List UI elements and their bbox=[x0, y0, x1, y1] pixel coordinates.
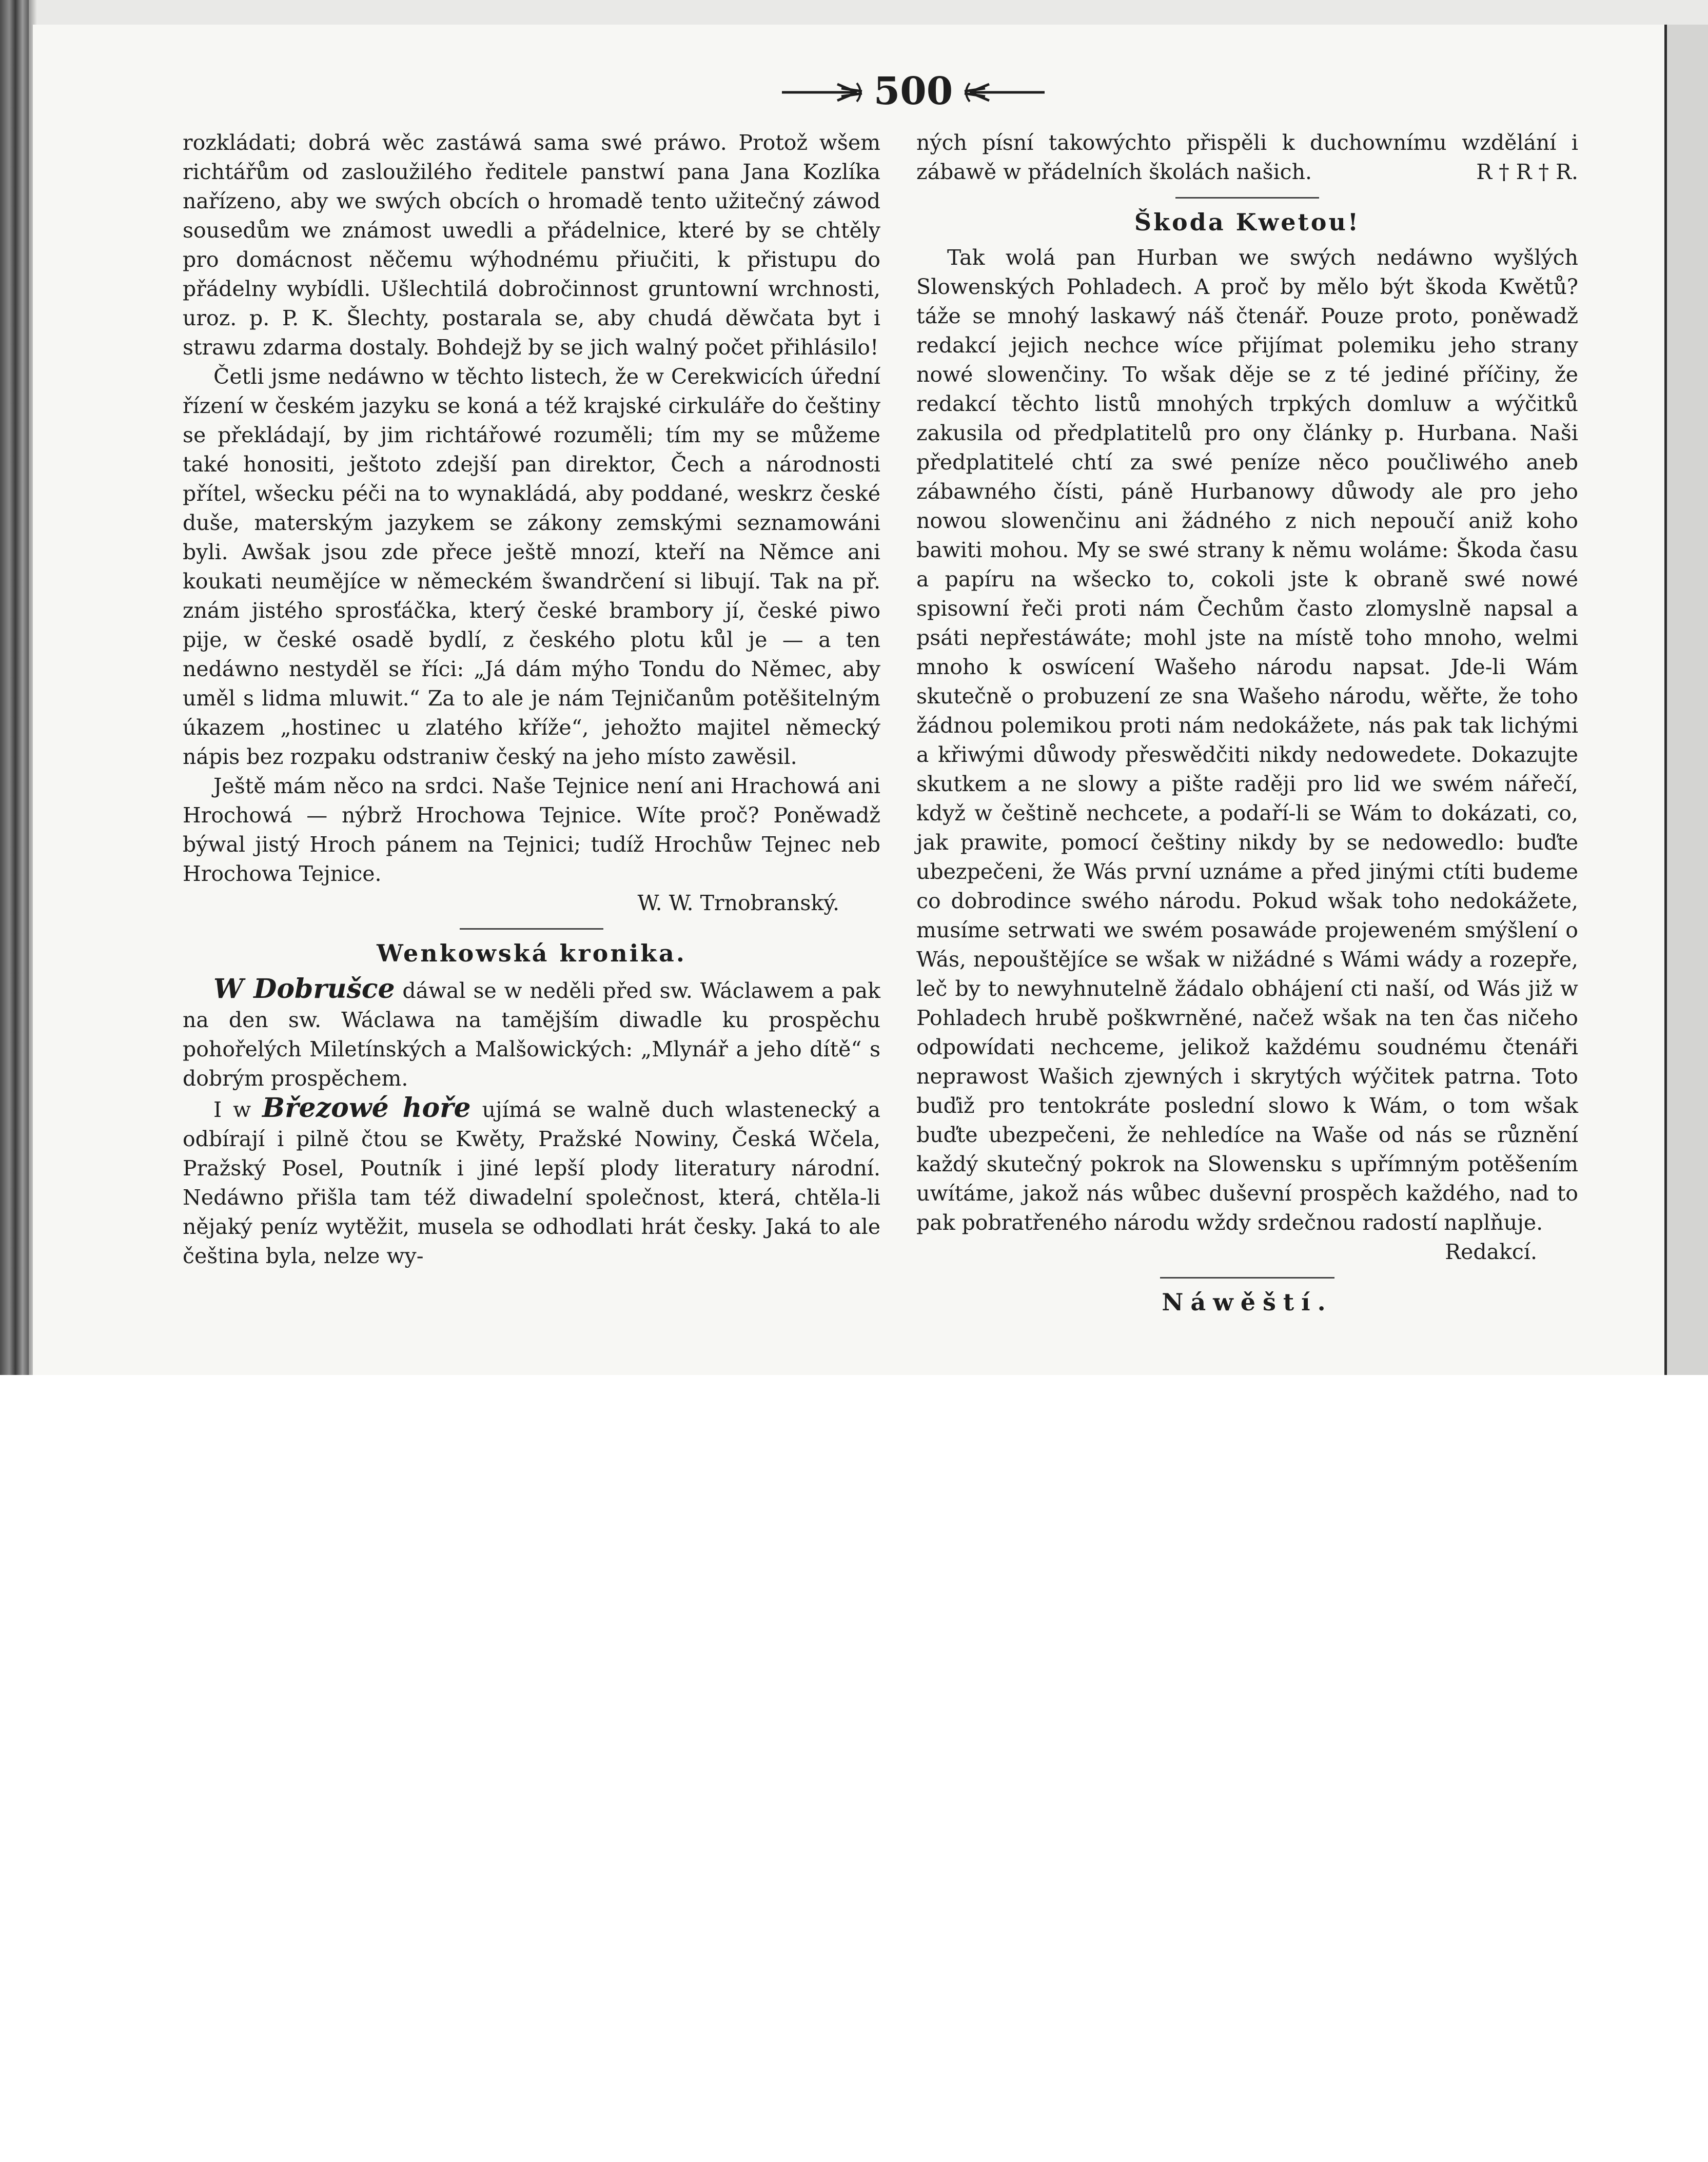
paragraph: rozkládati; dobrá wěc zastáwá sama swé práwo. Protož wšem richtářům od zasloužilého ředitele panstwí pana Jana Kozlíka nařízeno, aby we swých obcích o hromadě tento užitečný záwod sousedům we známost uwedli a přádelnice, které by se chtěly pro domácnost něčemu wýhodnému přiučiti, k přistupu do přádelny wybídli. Ušlechtilá dobročinnost gruntowní wrchnosti, uroz. p. P. K. Šlechty, postarala se, aby chudá děwčata byt i strawu zdarma dostaly. Bohdejž by se jich walný počet přihlásilo! bbox=[183, 130, 880, 360]
page-header bbox=[780, 68, 1047, 117]
page-number: 500 bbox=[873, 69, 953, 113]
right-column bbox=[916, 128, 1578, 1317]
section-divider bbox=[1160, 1277, 1334, 1279]
paragraph: Ještě mám něco na srdci. Naše Tejnice není ani Hrachowá ani Hrochowá — nýbrž Hrochowa Tejnice. Wíte proč? Poněwadž býwal jistý Hroch pánem na Tejnici; tudíž Hrochůw Tejnec neb Hrochowa Tejnice. bbox=[183, 774, 880, 886]
entry-intro: I w bbox=[213, 1097, 251, 1122]
signature: R † R † R. bbox=[1476, 160, 1578, 184]
section-heading: Škoda Kwetou! bbox=[1134, 208, 1361, 236]
signature: W. W. Trnobranský. bbox=[637, 891, 839, 915]
right-flourish-icon bbox=[959, 68, 1047, 117]
chronicle-entry bbox=[183, 1093, 880, 1271]
left-column bbox=[183, 128, 880, 1271]
paragraph-text: ných písní takowýchto přispěli k duchownímu wzdělání i zábawě w přádelních školách našich. bbox=[916, 130, 1578, 184]
section-heading: Náwěští. bbox=[1162, 1288, 1333, 1316]
section-heading: Wenkowská kronika. bbox=[377, 939, 686, 967]
left-flourish-icon bbox=[780, 68, 867, 117]
paragraph: Tak wolá pan Hurban we swých nedáwno wyšlých Slowenských Pohladech. A proč by mělo být škoda Kwětů? táže se mnohý laskawý náš čtenář. Pouze proto, poněwadž redakcí jejich nechce wíce přijímat polemiku jeho strany nowé slowenčiny. To wšak děje se z té jediné příčiny, že redakcí těchto listů mnohých trpkých domluw a wýčitků zakusila od předplatitelů pro ony články p. Hurbana. Naši předplatitelé chtí za swé peníze něco poučliwého aneb zábawného čísti, páně Hurbanowy důwody ale pro jeho nowou slowenčinu ani žádného z nich nepoučí aniž koho bawiti mohou. My se swé strany k němu woláme: Škoda času a papíru na wšecko to, cokoli jste k obraně swé nowé spisowní řeči proti nám Čechům často zlomyslně napsal a psáti nepřestáwáte; mohl jste na místě toho mnoho, welmi mnoho k oswícení Wašeho národu napsat. Jde-li Wám skutečně o probuzení ze sna Wašeho národu, wěřte, že toho žádnou polemikou proti nám nedokážete, nás pak tak lichými a křiwými důwody přeswědčiti nikdy nedowedete. Dokazujte skutkem a ne slowy a pište raději pro lid we swém nářečí, když w češtině nechcete, a podaří-li se Wám to dokázati, co, jak prawite, pomocí češtiny nikdy by se nedowedlo: buďte ubezpečeni, že Wás první uznáme a před jinými ctíti budeme co dobrodince swého národu. Pokud wšak toho nedokážete, musíme setrwati we swém posawáde projeweném smýšlení o Wás, nepouštějíce se wšak w nižádné s Wámi wády a rozepře, leč by to newyhnutelně žádalo obhájení cti naší, od Wás již w Pohladech hrubě poškwrněné, načež wšak na ten čas ničeho odpowídati nechceme, jelikož každému soudnému čtenáři neprawost Wašich zjewných i skrytých wýčitek patrna. Toto buďiž pro tentokráte poslední slowo k Wám, o tom wšak buďte ubezpečeni, že nehledíce na Waše od nás se různění každý skutečný pokrok na Slowensku s upřímným potěšením uwítáme, jakož nás wůbec duševní prospěch každého, nad to pak pobratřeného národu wždy srdečnou radostí naplňuje. bbox=[916, 245, 1578, 1235]
book-spine bbox=[0, 0, 29, 1375]
signature: Redakcí. bbox=[1445, 1240, 1537, 1264]
place-name: Březowé hoře bbox=[262, 1092, 471, 1124]
paragraph: Četli jsme nedáwno w těchto listech, že w Cerekwicích úřední řízení w českém jazyku se koná a též krajské cirkuláře do češtiny se překládají, by jim richtářowé rozuměli; tím my se můžeme také honositi, ještoto zdejší pan direktor, Čech a národnosti přítel, wšecku péči na to wynakládá, aby poddané, weskrz české duše, materským jazykem se zákony zemskými seznamowáni byli. Awšak jsou zde přece ještě mnozí, kteří na Němce ani koukati neumějíce w německém šwandrčení si libují. Tak na př. znám jistého sprosťáčka, který české brambory jí, české piwo pije, w české osadě bydlí, z českého plotu kůl je — a ten nedáwno nestyděl se říci: „Já dám mýho Tondu do Němec, aby uměl s lidma mluwit.“ Za to ale je nám Tejničanům potěšitelným úkazem „hostinec u zlatého kříže“, jehožto majitel německý nápis bez rozpaku odstraniw český na jeho místo zawěsil. bbox=[183, 364, 880, 769]
section-divider bbox=[460, 928, 603, 930]
place-name: W Dobrušce bbox=[213, 973, 395, 1005]
entry-text: dáwal se w neděli před sw. Wáclawem a pak na den sw. Wáclawa na tamějším diwadle ku prospěchu pohořelých Miletínských a Malšowických: „Mlynář a jeho dítě“ s dobrým prospěchem. bbox=[183, 978, 880, 1091]
next-page-edge bbox=[1664, 25, 1708, 1375]
entry-text: ujímá se walně duch wlastenecký a odbírají i pilně čtou se Kwěty, Pražské Nowiny, Česká Wčela, Pražský Posel, Poutník i jiné lepší plody literatury národní. Nedáwno přišla tam též diwadelní společnost, která, chtěla-li nějaký peníz wytěžit, musela se odhodlati hrát česky. Jaká to ale čeština byla, nelze wy- bbox=[183, 1097, 880, 1268]
chronicle-entry bbox=[183, 974, 880, 1093]
paragraph bbox=[916, 128, 1578, 187]
section-divider bbox=[1175, 197, 1319, 199]
